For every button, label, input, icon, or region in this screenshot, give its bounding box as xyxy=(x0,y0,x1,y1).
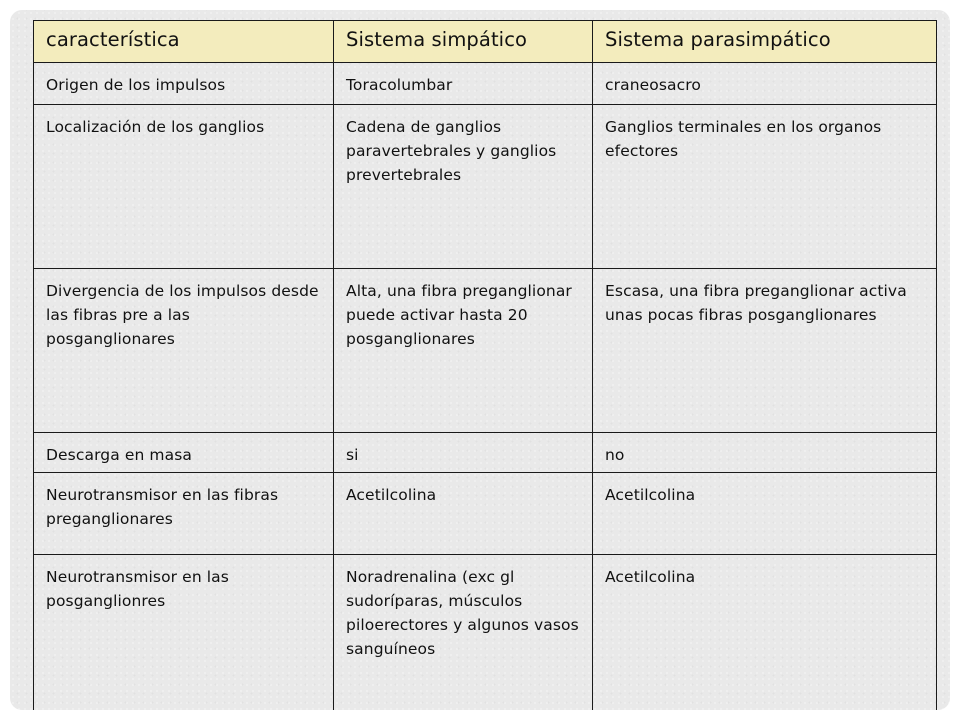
parasimpatico-cell: Escasa, una fibra preganglionar activa unas pocas fibras posganglionares xyxy=(593,269,937,433)
comparison-table-container xyxy=(33,20,937,710)
simpatico-cell: Toracolumbar xyxy=(334,63,593,105)
table-row xyxy=(34,269,937,433)
comparison-table xyxy=(33,20,937,710)
simpatico-cell: Alta, una fibra preganglionar puede activar hasta 20 posganglionares xyxy=(334,269,593,433)
table-row xyxy=(34,105,937,269)
row-label-cell: Neurotransmisor en las posganglionres xyxy=(34,555,334,711)
row-label-cell: Localización de los ganglios xyxy=(34,105,334,269)
table-row xyxy=(34,473,937,555)
header-sistema-parasimpatico: Sistema parasimpático xyxy=(593,21,937,63)
simpatico-cell: si xyxy=(334,433,593,473)
table-row xyxy=(34,555,937,711)
parasimpatico-cell: no xyxy=(593,433,937,473)
parasimpatico-cell: Ganglios terminales en los organos efectores xyxy=(593,105,937,269)
table-row xyxy=(34,433,937,473)
header-caracteristica: característica xyxy=(34,21,334,63)
header-sistema-simpatico: Sistema simpático xyxy=(334,21,593,63)
simpatico-cell: Acetilcolina xyxy=(334,473,593,555)
row-label-cell: Neurotransmisor en las fibras preganglionares xyxy=(34,473,334,555)
simpatico-cell: Noradrenalina (exc gl sudoríparas, músculos piloerectores y algunos vasos sanguíneos xyxy=(334,555,593,711)
parasimpatico-cell: Acetilcolina xyxy=(593,473,937,555)
simpatico-cell: Cadena de ganglios paravertebrales y ganglios prevertebrales xyxy=(334,105,593,269)
row-label-cell: Origen de los impulsos xyxy=(34,63,334,105)
row-label-cell: Divergencia de los impulsos desde las fibras pre a las posganglionares xyxy=(34,269,334,433)
table-row xyxy=(34,63,937,105)
parasimpatico-cell: craneosacro xyxy=(593,63,937,105)
row-label-cell: Descarga en masa xyxy=(34,433,334,473)
parasimpatico-cell: Acetilcolina xyxy=(593,555,937,711)
table-header-row xyxy=(34,21,937,63)
